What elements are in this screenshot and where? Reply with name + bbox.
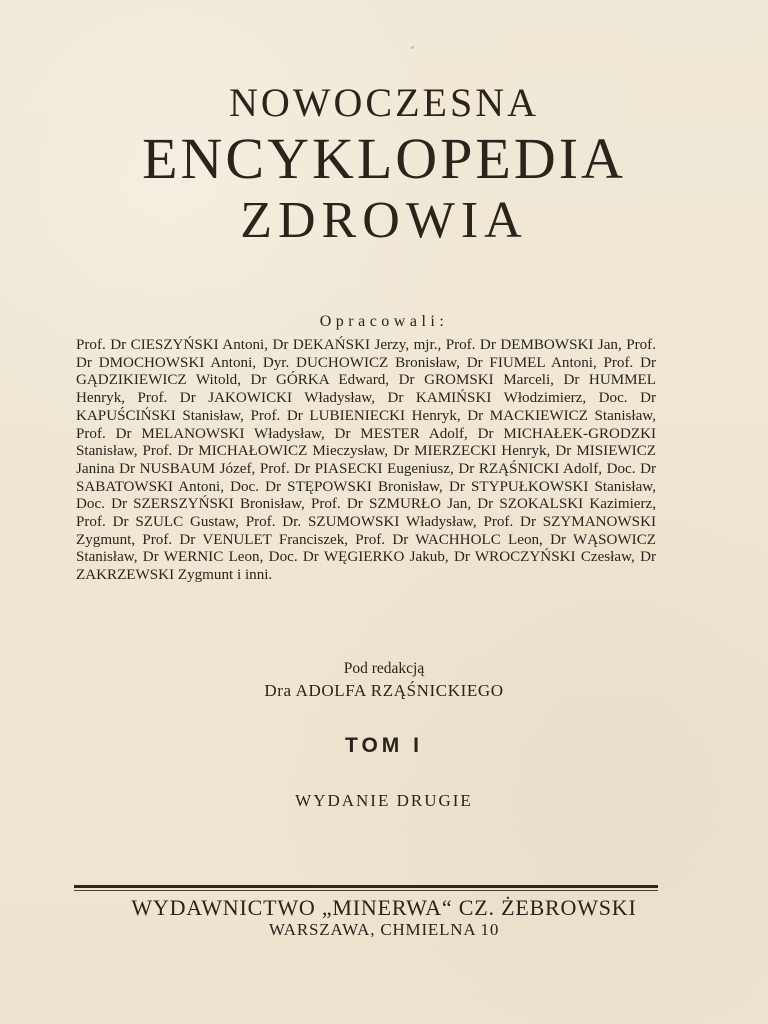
title-line-2: ENCYKLOPEDIA	[142, 126, 626, 191]
edition-label: WYDANIE DRUGIE	[295, 791, 473, 810]
paper-speck	[411, 46, 414, 49]
title-line-3: ZDROWIA	[240, 192, 528, 249]
editor-name: Dra ADOLFA RZĄŚNICKIEGO	[264, 681, 504, 700]
title-line-1: NOWOCZESNA	[229, 80, 539, 125]
publisher-rule-top	[74, 885, 658, 888]
publisher-name: WYDAWNICTWO „MINERWA“ CZ. ŻEBROWSKI	[131, 895, 637, 920]
publisher-address: WARSZAWA, CHMIELNA 10	[268, 920, 500, 939]
volume-label: TOM I	[345, 734, 423, 757]
authors-list: Prof. Dr CIESZYŃSKI Antoni, Dr DEKAŃSKI Jerzy, mjr., Prof. Dr DEMBOWSKI Jan, Prof. Dr DMOCHOWSKI Antoni, Dyr. DUCHOWICZ Bronisław, Dr FIUMEL Antoni, Prof. Dr GĄDZIKIEWICZ Witold, Dr GÓRKA Edward, Dr GROMSKI Marceli, Dr HUMMEL Henryk, Prof. Dr JAKOWICKI Władysław, Dr KAMIŃSKI Włodzimierz, Doc. Dr KAPUŚCIŃSKI Stanisław, Prof. Dr LUBIENIECKI Henryk, Dr MACKIEWICZ Stanisław, Prof. Dr MELANOWSKI Władysław, Dr MESTER Adolf, Dr MICHAŁEK-GRODZKI Stanisław, Prof. Dr MICHAŁOWICZ Mieczysław, Dr MIERZECKI Henryk, Dr MISIEWICZ Janina Dr NUSBAUM Józef, Prof. Dr PIASECKI Eugeniusz, Dr RZĄŚNICKI Adolf, Doc. Dr SABATOWSKI Antoni, Doc. Dr STĘPOWSKI Bronisław, Dr STYPUŁKOWSKI Stanisław, Doc. Dr SZERSZYŃSKI Bronisław, Prof. Dr SZMURŁO Jan, Dr SZOKALSKI Kazimierz, Prof. Dr SZULC Gustaw, Prof. Dr. SZUMOWSKI Władysław, Prof. Dr SZYMANOWSKI Zygmunt, Prof. Dr VENULET Franciszek, Prof. Dr WACHHOLC Leon, Dr WĄSOWICZ Stanisław, Dr WERNIC Leon, Doc. Dr WĘGIERKO Jakub, Dr WROCZYŃSKI Czesław, Dr ZAKRZEWSKI Zygmunt i inni.	[76, 337, 656, 584]
compiled-by-label: Opracowali:	[319, 313, 449, 330]
editor-label: Pod redakcją	[343, 660, 425, 677]
publisher-rule-bottom	[74, 890, 658, 891]
